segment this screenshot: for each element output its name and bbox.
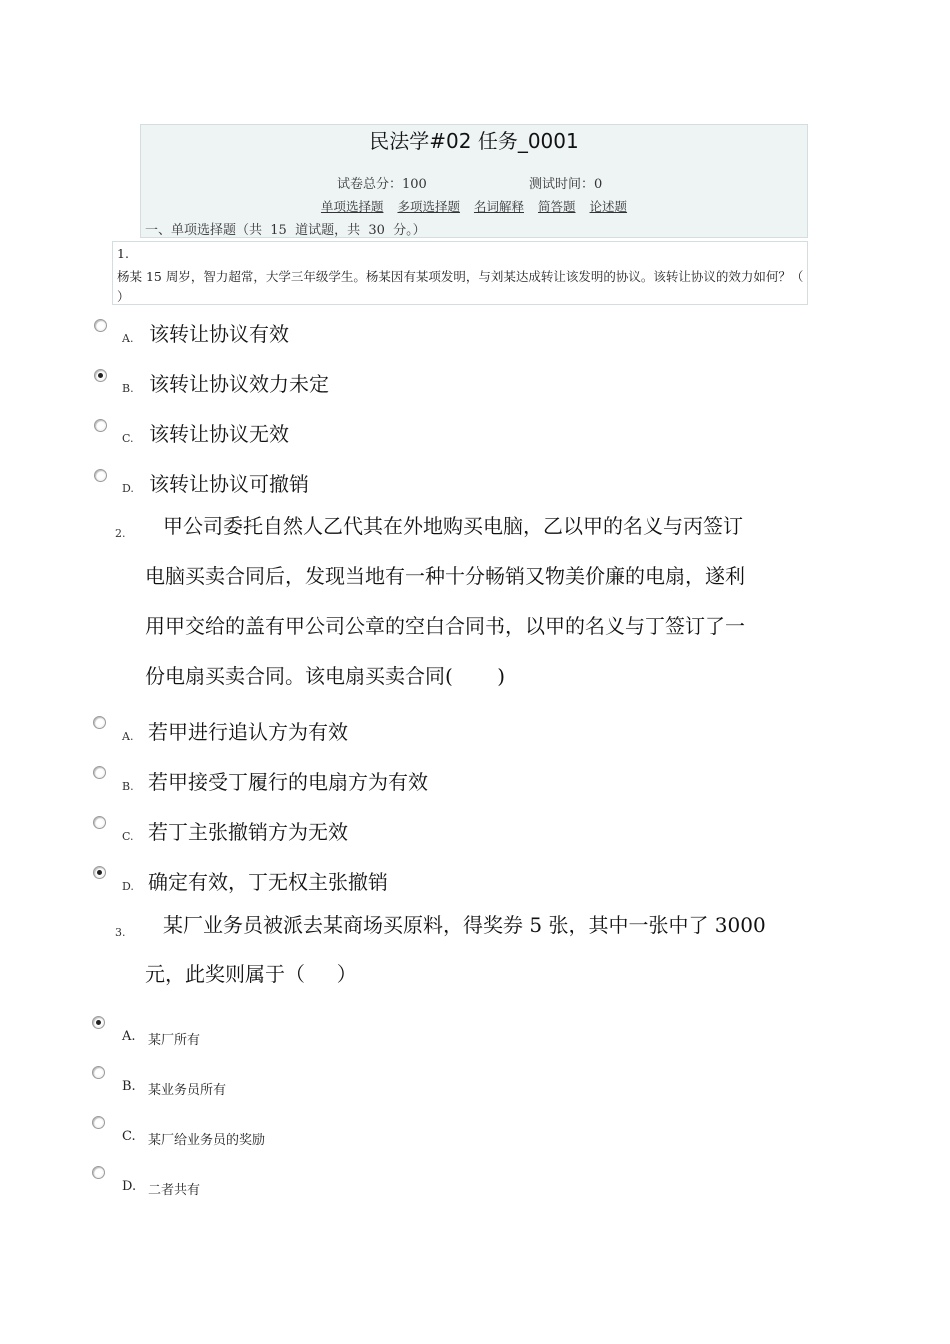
option-text: 该转让协议可撤销	[149, 472, 309, 496]
radio-q3-d[interactable]	[92, 1166, 105, 1179]
nav-single-choice[interactable]: 单项选择题	[320, 199, 384, 214]
option-letter: A.	[122, 332, 134, 345]
option-letter: C.	[122, 1129, 136, 1144]
test-time: 测试时间：0	[529, 177, 603, 192]
option-letter: B.	[122, 780, 134, 793]
radio-q1-d[interactable]	[94, 469, 107, 482]
radio-q2-d[interactable]	[93, 866, 106, 879]
radio-q2-c[interactable]	[93, 816, 106, 829]
option-letter: C.	[122, 432, 134, 445]
option-letter: B.	[122, 382, 134, 395]
question-1-box	[112, 241, 808, 305]
radio-q2-b[interactable]	[93, 766, 106, 779]
option-letter: D.	[122, 482, 134, 495]
radio-q1-c[interactable]	[94, 419, 107, 432]
total-score: 试卷总分：100	[337, 177, 427, 192]
nav-multiple-choice[interactable]: 多项选择题	[397, 199, 460, 214]
option-text: 二者共有	[148, 1183, 201, 1198]
nav-essay[interactable]: 论述题	[589, 199, 628, 214]
radio-q1-b[interactable]	[94, 369, 107, 382]
option-text: 若甲接受丁履行的电扇方为有效	[148, 770, 428, 794]
question-text: 杨某 15 周岁，智力超常，大学三年级学生。杨某因有某项发明，与刘某达成转让该发明的协议。该转让协议的效力如何？（ ）	[117, 269, 804, 304]
section-nav	[141, 197, 807, 215]
option-letter: D.	[122, 880, 134, 893]
radio-q3-c[interactable]	[92, 1116, 105, 1129]
question-text-line: 份电扇买卖合同。该电扇买卖合同( )	[145, 664, 506, 688]
option-text: 若甲进行追认方为有效	[148, 720, 348, 744]
question-number: 1.	[117, 246, 129, 261]
option-letter: C.	[122, 830, 134, 843]
question-text-line: 某厂业务员被派去某商场买原料，得奖券 5 张，其中一张中了 3000	[163, 913, 766, 937]
option-text: 该转让协议有效	[149, 322, 289, 346]
nav-term-explanation[interactable]: 名词解释	[473, 199, 524, 214]
question-text-line: 元，此奖则属于（ ）	[145, 962, 357, 986]
option-text: 某厂给业务员的奖励	[148, 1133, 266, 1148]
nav-short-answer[interactable]: 简答题	[538, 199, 576, 214]
option-text: 确定有效，丁无权主张撤销	[148, 870, 388, 894]
option-letter: B.	[122, 1079, 136, 1094]
radio-q2-a[interactable]	[93, 716, 106, 729]
option-text: 该转让协议无效	[149, 422, 289, 446]
exam-title: 民法学#02 任务_0001	[369, 129, 579, 153]
section-heading: 一、单项选择题（共 15 道试题，共 30 分。）	[145, 223, 426, 238]
option-letter: A.	[122, 1029, 136, 1044]
option-letter: A.	[122, 730, 134, 743]
option-text: 某业务员所有	[148, 1083, 227, 1098]
option-text: 该转让协议效力未定	[149, 372, 329, 396]
exam-header	[140, 124, 808, 238]
radio-q3-a[interactable]	[92, 1016, 105, 1029]
question-number: 3.	[115, 926, 126, 939]
question-text-line: 电脑买卖合同后，发现当地有一种十分畅销又物美价廉的电扇，遂利	[145, 564, 745, 588]
option-text: 某厂所有	[148, 1033, 201, 1048]
option-letter: D.	[122, 1179, 137, 1194]
question-number: 2.	[115, 527, 126, 540]
radio-q1-a[interactable]	[94, 319, 107, 332]
option-text: 若丁主张撤销方为无效	[148, 820, 348, 844]
question-text-line: 用甲交给的盖有甲公司公章的空白合同书，以甲的名义与丁签订了一	[145, 614, 745, 638]
radio-q3-b[interactable]	[92, 1066, 105, 1079]
question-text-line: 甲公司委托自然人乙代其在外地购买电脑，乙以甲的名义与丙签订	[163, 514, 743, 538]
